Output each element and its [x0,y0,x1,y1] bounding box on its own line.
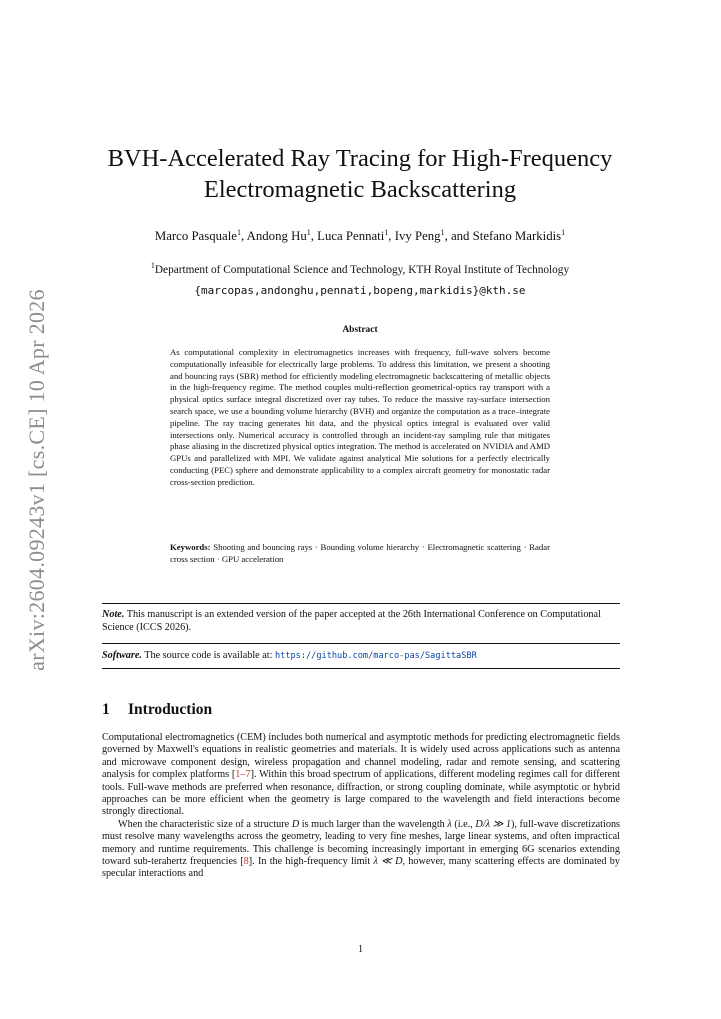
note-separator-rule [102,643,620,644]
arxiv-side-identifier [12,290,62,670]
author-name: Ivy Peng [394,229,441,243]
paper-title [90,143,630,205]
note-block [102,609,620,634]
page-number: 1 [357,944,364,955]
math-expression: λ ≪ D [373,856,403,868]
author-name: Marco Pasquale [154,229,237,243]
affiliation-marker: 1 [236,228,241,237]
affiliation-text: Department of Computational Science and Technology, KTH Royal Institute of Technology [154,264,570,276]
affiliation-marker: 1 [561,228,566,237]
author-list [80,229,640,244]
paragraph: Computational electromagnetics (CEM) includes both numerical and asymptotic methods for predicting electromagnetic fields governed by Maxwell's equations in realistic geometries and materials. It is widely used across applications such as antenna and microwave component design, wireless propagation and channel modeling, radar and remote sensing, and scattering analysis for complex platforms [1–7]. Within this broad spectrum of applications, different modeling regimes call for different tools. Full-wave methods are preferred when resonance, diffraction, or strong coupling dominate, while asymptotic or hybrid approaches can be more efficient when the geometry is large compared to the wavelength and field interactions become strongly directional. [102,732,620,818]
section-title: Introduction [128,701,213,718]
author [473,229,566,243]
math-symbol: D [291,818,300,830]
math-expression: D/λ ≫ 1 [475,818,511,830]
note-label: Note. [102,609,125,620]
author: Marco Pasquale$^1$, [154,228,247,243]
keywords-label: Keywords: [170,542,211,552]
author: Luca Pennati$^1$, [317,228,395,243]
keywords [170,542,550,566]
author-emails[interactable]: {marcopas,andonghu,pennati,bopeng,markidis}@kth.se [194,284,526,297]
affiliation-marker: 1 [440,228,445,237]
abstract-heading: Abstract [342,325,378,335]
arxiv-identifier-text: arXiv:2604.09243v1 [cs.CE] 10 Apr 2026 [24,289,49,671]
section-number: 1 [102,701,110,718]
citation-link[interactable]: 1–7 [235,769,251,781]
author-name: Luca Pennati [317,229,385,243]
affiliation-marker: 1 [150,261,155,270]
author-name: Andong Hu [246,229,307,243]
software-label: Software. [102,650,142,661]
paragraph: When the characteristic size of a structure D is much larger than the wavelength λ (i.e., D/λ ≫ 1), full-wave discretizations must resolve many wavelengths across the geometry, leading to very fine meshes, large linear systems, and often impractical memory and runtime requirements. This challenge is becoming increasingly important in emerging 6G scenarios extending toward sub-terahertz frequencies [8]. In the high-frequency limit λ ≪ D, however, many scattering effects are dominated by specular interactions and [102,818,620,880]
section-heading [102,701,620,719]
author-name: Stefano Markidis [472,229,562,243]
introduction-body [102,732,620,881]
software-block [102,650,620,663]
title-line-1: BVH-Accelerated Ray Tracing for High-Frequency [107,145,613,172]
affiliation-marker: 1 [384,228,389,237]
title-line-2: Electromagnetic Backscattering [203,176,517,203]
author: Ivy Peng$^1$, and [394,228,473,243]
citation-link[interactable]: 8 [243,856,249,868]
affiliation [80,261,640,276]
repository-link[interactable]: https://github.com/marco-pas/SagittaSBR [274,651,477,661]
software-bottom-rule [102,668,620,669]
keywords-text: Shooting and bouncing rays · Bounding volume hierarchy · Electromagnetic scattering · Radar cross section · GPU acceleration [170,542,550,564]
software-text: The source code is available at: [144,650,273,661]
abstract-text: As computational complexity in electromagnetics increases with frequency, full-wave solvers become computationally infeasible for electrically large problems. To address this limitation, we present a shooting and bouncing rays (SBR) method for efficiently modeling electromagnetic backscattering of metallic objects in the high-frequency regime. The method couples multi-reflection geometrical-optics ray transport with a physical optics surface integral discretized over ray tubes. To reduce the massive ray-surface intersection search space, we use a bounding volume hierarchy (BVH) and organize the computation as a trace–integrate pipeline. The ray tracing generates hit data, and the physical optics integral is evaluated over valid intersections only. Numerical accuracy is controlled through an incident-ray sampling rule that mitigates phase aliasing in the discretized physical optics integration. The method is accelerated on NVIDIA and AMD GPUs and parallelized with MPI. We validate against analytical Mie solutions for a perfectly electrically conducting (PEC) sphere and demonstrate applicability to a complex aircraft geometry for monostatic radar cross-section prediction. [170,347,550,487]
affiliation-marker: 1 [306,228,311,237]
note-top-rule [102,603,620,604]
note-text: This manuscript is an extended version of the paper accepted at the 26th International Conference on Computational Science (ICCS 2026). [102,609,601,633]
author: Andong Hu$^1$, [246,228,318,243]
math-symbol: λ [447,818,452,830]
